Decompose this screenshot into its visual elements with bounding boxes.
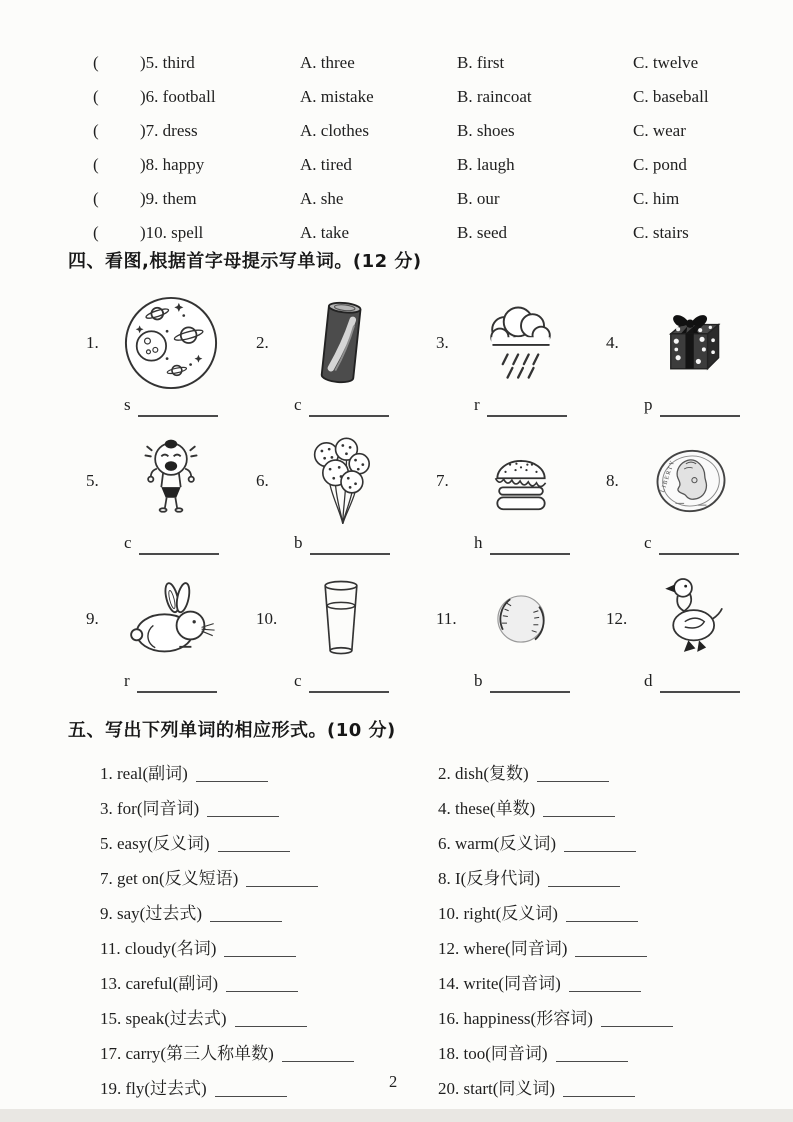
hint-letter: d <box>644 671 653 690</box>
rabbit-icon <box>118 566 224 672</box>
answer-blank <box>294 396 389 413</box>
word-form-item: 16. happiness(形容词) <box>438 1009 593 1028</box>
question-word: )9. them <box>140 189 197 208</box>
word-form-row <box>0 894 793 929</box>
blank-line <box>575 956 647 957</box>
picture-number: 8. <box>606 471 619 490</box>
baseball-icon <box>468 566 574 672</box>
option-b: B. shoes <box>457 121 515 140</box>
option-a: A. clothes <box>300 121 369 140</box>
matching-row <box>0 182 793 216</box>
blank-line <box>490 691 570 693</box>
option-c: C. twelve <box>633 53 699 72</box>
matching-row <box>0 216 793 250</box>
blank-line <box>138 415 218 417</box>
word-form-item: 6. warm(反义词) <box>438 834 557 853</box>
option-c: C. him <box>633 189 680 208</box>
blank-line <box>309 691 389 693</box>
blank-line <box>566 921 638 922</box>
hint-letter: c <box>644 533 652 552</box>
answer-blank <box>644 396 740 413</box>
answer-blank <box>124 672 217 689</box>
word-form-item: 19. fly(过去式) <box>100 1079 207 1098</box>
blank-line <box>660 691 740 693</box>
picture-number: 2. <box>256 333 269 352</box>
answer-parens: ( <box>93 223 99 242</box>
picture-item-4 <box>606 290 770 396</box>
word-forms-section <box>0 754 793 1104</box>
answer-blank <box>644 672 740 689</box>
option-c: C. wear <box>633 121 686 140</box>
option-b: B. our <box>457 189 500 208</box>
water-glass-icon <box>288 566 394 672</box>
blank-line <box>282 1061 354 1062</box>
picture-number: 4. <box>606 333 619 352</box>
blank-line <box>490 553 570 555</box>
picture-item-12 <box>606 566 770 672</box>
word-form-item: 9. say(过去式) <box>100 904 202 923</box>
blank-line <box>564 851 636 852</box>
picture-number: 9. <box>86 609 99 628</box>
word-form-row <box>0 789 793 824</box>
hint-letter: h <box>474 533 483 552</box>
hint-letter: s <box>124 395 131 414</box>
answer-parens: ( <box>93 121 99 140</box>
word-form-item: 1. real(副词) <box>100 764 188 783</box>
hint-letter: r <box>474 395 480 414</box>
blank-line <box>537 781 609 782</box>
blank-line <box>487 415 567 417</box>
option-b: B. raincoat <box>457 87 532 106</box>
hint-letter: c <box>124 533 132 552</box>
blank-line <box>309 415 389 417</box>
answer-blank <box>474 396 567 413</box>
word-form-item: 14. write(同音词) <box>438 974 561 993</box>
option-a: A. tired <box>300 155 352 174</box>
blank-line <box>139 553 219 555</box>
option-c: C. baseball <box>633 87 709 106</box>
picture-number: 11. <box>436 609 457 628</box>
blank-line <box>226 991 298 992</box>
blank-line <box>218 851 290 852</box>
hint-letter: c <box>294 671 302 690</box>
option-a: A. three <box>300 53 355 72</box>
picture-item-6 <box>256 428 420 534</box>
picture-item-7 <box>436 428 600 534</box>
word-form-item: 15. speak(过去式) <box>100 1009 227 1028</box>
option-a: A. take <box>300 223 350 242</box>
option-a: A. mistake <box>300 87 374 106</box>
duck-icon <box>638 566 744 672</box>
hamburger-icon <box>468 428 574 534</box>
option-b: B. seed <box>457 223 508 242</box>
rain-cloud-icon <box>468 290 574 396</box>
coin-icon <box>638 428 744 534</box>
answer-blank <box>124 396 218 413</box>
hint-letter: b <box>294 533 303 552</box>
blank-line <box>556 1061 628 1062</box>
blank-line <box>660 415 740 417</box>
section4-title: 四、看图,根据首字母提示写单词。(12 分) <box>68 251 422 272</box>
answer-blank <box>644 534 739 551</box>
answer-blank <box>124 534 219 551</box>
word-form-row <box>0 1034 793 1069</box>
picture-number: 7. <box>436 471 449 490</box>
option-a: A. she <box>300 189 344 208</box>
blank-line <box>548 886 620 887</box>
page-number: 2 <box>389 1072 398 1091</box>
blank-line <box>224 956 296 957</box>
word-form-row <box>0 754 793 789</box>
word-form-item: 5. easy(反义词) <box>100 834 210 853</box>
word-form-item: 13. careful(副词) <box>100 974 219 993</box>
word-form-item: 17. carry(第三人称单数) <box>100 1044 274 1063</box>
blank-line <box>569 991 641 992</box>
picture-item-10 <box>256 566 420 672</box>
matching-section <box>0 46 793 250</box>
word-form-item: 4. these(单数) <box>438 799 536 818</box>
question-word: )7. dress <box>140 121 198 140</box>
word-form-item: 20. start(同义词) <box>438 1079 556 1098</box>
question-word: )10. spell <box>140 223 204 242</box>
word-form-item: 12. where(同音词) <box>438 939 568 958</box>
matching-row <box>0 114 793 148</box>
picture-number: 10. <box>256 609 278 628</box>
scan-edge-shadow <box>0 1109 793 1122</box>
picture-number: 5. <box>86 471 99 490</box>
answer-parens: ( <box>93 53 99 72</box>
soda-can-icon <box>288 290 394 396</box>
blank-line <box>601 1026 673 1027</box>
space-planets-icon <box>118 290 224 396</box>
blank-line <box>563 1096 635 1097</box>
word-form-row <box>0 824 793 859</box>
word-form-row <box>0 999 793 1034</box>
word-form-item: 8. I(反身代词) <box>438 869 540 888</box>
section5-title: 五、写出下列单词的相应形式。(10 分) <box>68 720 396 741</box>
gift-box-icon <box>638 290 744 396</box>
word-form-item: 10. right(反义词) <box>438 904 558 923</box>
answer-parens: ( <box>93 87 99 106</box>
hint-letter: r <box>124 671 130 690</box>
picture-item-8 <box>606 428 770 534</box>
answer-blank <box>474 534 570 551</box>
word-form-row <box>0 964 793 999</box>
question-word: )5. third <box>140 53 195 72</box>
question-word: )8. happy <box>140 155 205 174</box>
coin-text: LIBERTY <box>660 459 677 494</box>
matching-row <box>0 46 793 80</box>
picture-item-11 <box>436 566 600 672</box>
answer-blank <box>474 672 570 689</box>
hint-letter: c <box>294 395 302 414</box>
blank-line <box>196 781 268 782</box>
word-form-row <box>0 929 793 964</box>
word-form-row <box>0 859 793 894</box>
word-form-item: 7. get on(反义短语) <box>100 869 239 888</box>
hint-letter: p <box>644 395 653 414</box>
option-c: C. pond <box>633 155 687 174</box>
blank-line <box>137 691 217 693</box>
answer-blank <box>294 534 390 551</box>
hint-letter: b <box>474 671 483 690</box>
word-form-item: 11. cloudy(名词) <box>100 939 217 958</box>
picture-number: 1. <box>86 333 99 352</box>
answer-blank <box>294 672 389 689</box>
option-c: C. stairs <box>633 223 689 242</box>
question-word: )6. football <box>140 87 216 106</box>
picture-number: 3. <box>436 333 449 352</box>
matching-row <box>0 148 793 182</box>
word-form-item: 3. for(同音词) <box>100 799 200 818</box>
picture-item-2 <box>256 290 420 396</box>
crying-baby-icon <box>118 428 224 534</box>
blank-line <box>543 816 615 817</box>
option-b: B. laugh <box>457 155 515 174</box>
blank-line <box>235 1026 307 1027</box>
word-form-item: 2. dish(复数) <box>438 764 529 783</box>
option-b: B. first <box>457 53 505 72</box>
matching-row <box>0 80 793 114</box>
balloons-icon <box>288 428 394 534</box>
answer-parens: ( <box>93 189 99 208</box>
blank-line <box>215 1096 287 1097</box>
blank-line <box>210 921 282 922</box>
blank-line <box>659 553 739 555</box>
blank-line <box>207 816 279 817</box>
picture-number: 6. <box>256 471 269 490</box>
picture-item-1 <box>86 290 250 396</box>
picture-item-9 <box>86 566 250 672</box>
blank-line <box>310 553 390 555</box>
picture-item-3 <box>436 290 600 396</box>
picture-item-5 <box>86 428 250 534</box>
answer-parens: ( <box>93 155 99 174</box>
picture-number: 12. <box>606 609 628 628</box>
blank-line <box>246 886 318 887</box>
word-form-item: 18. too(同音词) <box>438 1044 548 1063</box>
